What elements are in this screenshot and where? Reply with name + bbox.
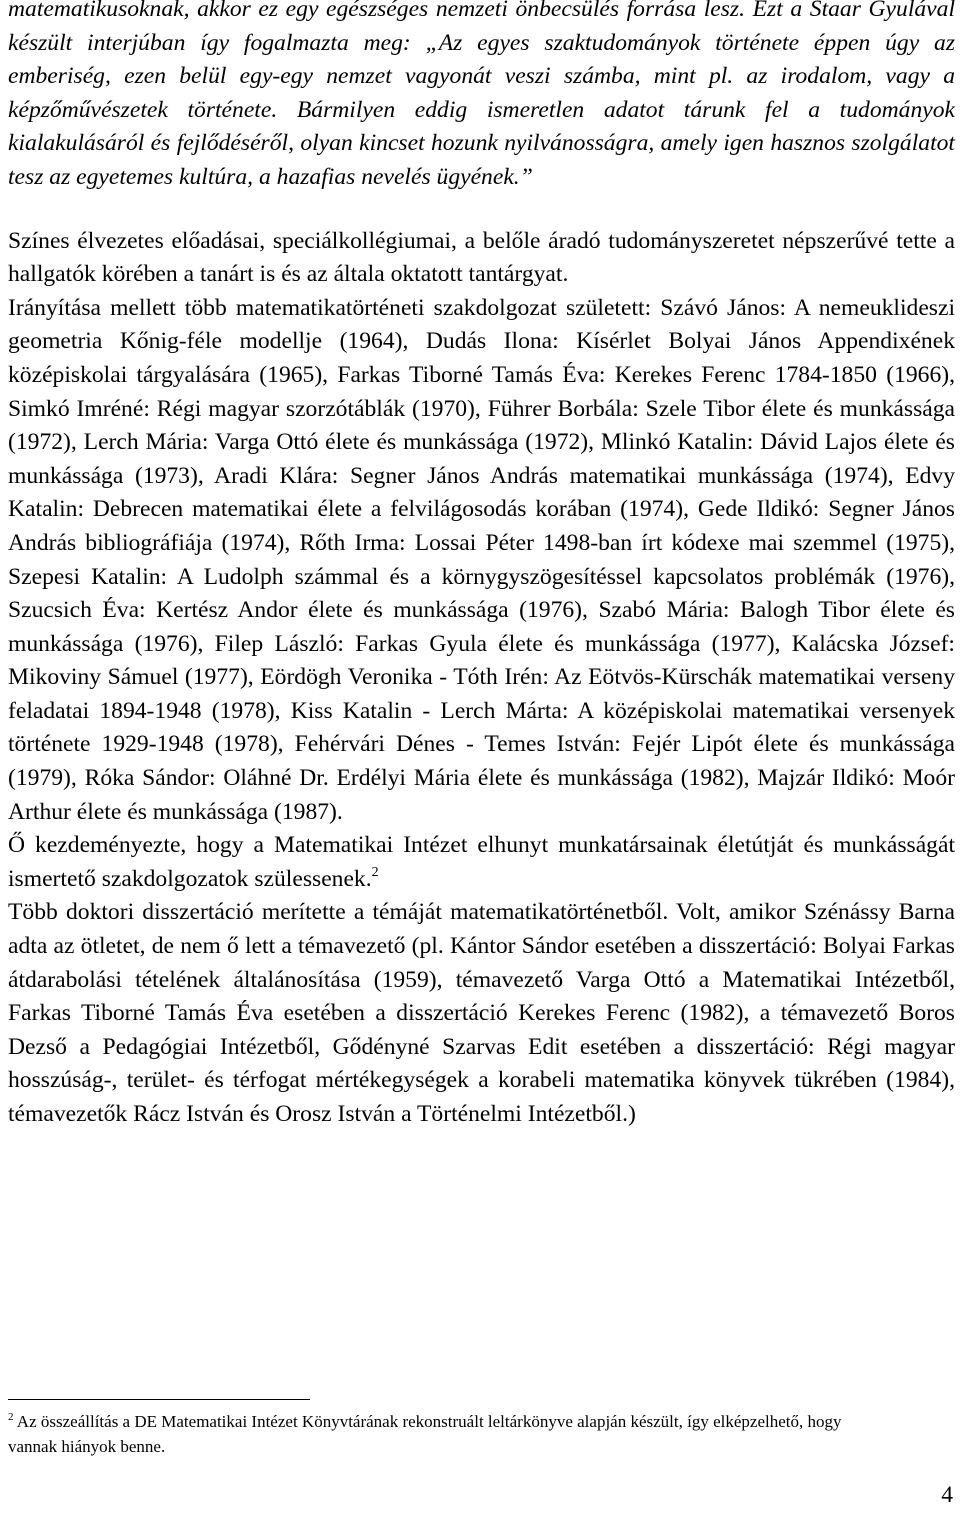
paragraph-initiative: [8, 829, 955, 896]
footnote-number: 2: [8, 1411, 14, 1423]
page-number: 4: [941, 1482, 953, 1508]
footnote-text: Az összeállítás a DE Matematikai Intézet Könyvtárának rekonstruált leltárkönyve alapján készült, így elképzelhető, hogy vannak hiányok benne.: [8, 1412, 842, 1456]
quote-text-start: matematikusoknak, akkor ez egy egészséges nemzeti önbecsülés forrása lesz. Ezt a: [8, 0, 810, 22]
footnote-separator: [8, 1399, 310, 1400]
initiative-text: Ő kezdeményezte, hogy a Matematikai Intézet elhunyt munkatársainak életútját és munkásságát ismertető szakdolgozatok szülessenek.: [8, 832, 955, 892]
paragraph-interview-quote: [8, 0, 955, 195]
interviewer-name: Staar Gyulával: [809, 0, 955, 22]
paragraph-theses-list: Irányítása mellett több matematikatörténeti szakdolgozat született: Szávó János: A nemeuklideszi geometria Kőnig-féle modellje (1964), Dudás Ilona: Kísérlet Bolyai János Appendixének középiskolai tárgyalására (1965), Farkas Tiborné Tamás Éva: Kerekes Ferenc 1784-1850 (1966), Simkó Imréné: Régi magyar szorzótáblák (1970), Führer Borbála: Szele Tibor élete és munkássága (1972), Lerch Mária: Varga Ottó élete és munkássága (1972), Mlinkó Katalin: Dávid Lajos élete és munkássága (1973), Aradi Klára: Segner János András matematikai munkássága (1974), Edvy Katalin: Debrecen matematikai élete a felvilágosodás korában (1974), Gede Ildikó: Segner János András bibliográfiája (1974), Rőth Irma: Lossai Péter 1498-ban írt kódexe mai szemmel (1975), Szepesi Katalin: A Ludolph számmal és a környgyszögesítéssel kapcsolatos problémák (1976), Szucsich Éva: Kertész Andor élete és munkássága (1976), Szabó Mária: Balogh Tibor élete és munkássága (1976), Filep László: Farkas Gyula élete és munkássága (1977), Kalácska József: Mikoviny Sámuel (1977), Eördögh Veronika - Tóth Irén: Az Eötvös-Kürschák matematikai verseny feladatai 1894-1948 (1978), Kiss Katalin - Lerch Márta: A középiskolai matematikai versenyek története 1929-1948 (1978), Fehérvári Dénes - Temes István: Fejér Lipót élete és munkássága (1979), Róka Sándor: Oláhné Dr. Erdélyi Mária élete és munkássága (1982), Majzár Ildikó: Moór Arthur élete és munkássága (1987).: [8, 294, 955, 825]
footnote-reference: 2: [371, 864, 379, 880]
quote-text-rest: készült interjúban így fogalmazta meg: „Az egyes szaktudományok története éppen úgy az emberiség, ezen belül egy-egy nemzet vagyonát veszi számba, mint pl. az irodalom, vagy a képzőművészetek története. Bármilyen eddig ismeretlen adatot tárunk fel a tudományok kialakulásáról és fejlődéséről, olyan kincset hozunk nyilvánosságra, amely igen hasznos szolgálatot tesz az egyetemes kultúra, a hazafias nevelés ügyének.”: [8, 29, 955, 190]
paragraph-spacer: [8, 195, 955, 225]
paragraph-lectures: Színes élvezetes előadásai, speciálkollégiumai, a belőle áradó tudományszeretet népszerűvé tette a hallgatók körében a tanárt is és az általa oktatott tantárgyat.: [8, 227, 955, 288]
footnote: [8, 1409, 883, 1459]
page-body: [8, 0, 955, 1132]
paragraph-dissertations: Több doktori disszertáció merítette a témáját matematikatörténetből. Volt, amikor Szénássy Barna adta az ötletet, de nem ő lett a témavezető (pl. Kántor Sándor esetében a disszertáció: Bolyai Farkas átdarabolási tételének általánosítása (1959), témavezető Varga Ottó a Matematikai Intézetből, Farkas Tiborné Tamás Éva esetében a disszertáció Kerekes Ferenc (1982), a témavezető Boros Dezső a Pedagógiai Intézetből, Gődényné Szarvas Edit esetében a disszertáció: Régi magyar hosszúság-, terület- és térfogat mértékegységek a korabeli matematika könyvek tükrében (1984), témavezetők Rácz István és Orosz István a Történelmi Intézetből.): [8, 899, 955, 1127]
